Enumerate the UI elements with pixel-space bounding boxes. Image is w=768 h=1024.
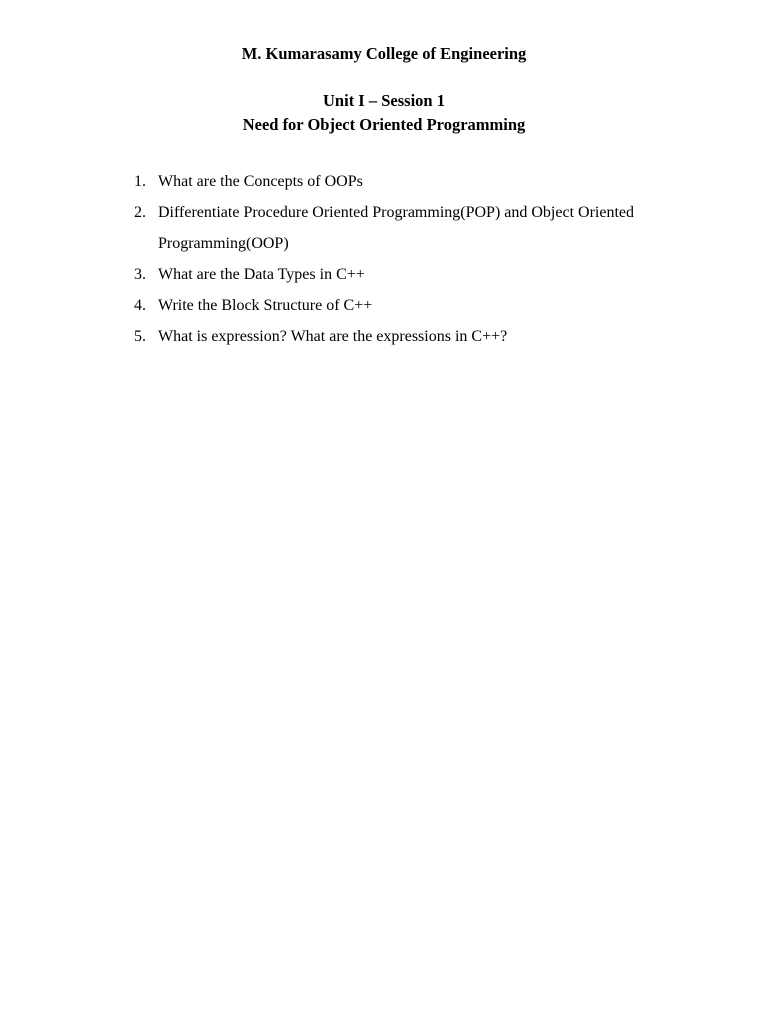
topic-title: Need for Object Oriented Programming — [242, 115, 526, 134]
question-number: 2. — [134, 204, 146, 221]
question-number: 5. — [134, 328, 146, 345]
question-number: 1. — [134, 173, 146, 190]
college-name: M. Kumarasamy College of Engineering — [241, 44, 527, 63]
question-text: Write the Block Structure of C++ — [158, 297, 373, 314]
unit-session-title: Unit I – Session 1 — [323, 91, 445, 110]
question-list — [134, 166, 654, 352]
question-number: 3. — [134, 266, 146, 283]
list-item — [134, 197, 654, 259]
list-item — [134, 259, 654, 290]
question-text: Differentiate Procedure Oriented Programming(POP) and Object Oriented Programming(OOP) — [158, 204, 634, 252]
question-text: What is expression? What are the expressions in C++? — [158, 328, 508, 345]
question-number: 4. — [134, 297, 146, 314]
list-item — [134, 321, 654, 352]
list-item — [134, 166, 654, 197]
question-text: What are the Concepts of OOPs — [158, 173, 363, 190]
question-text: What are the Data Types in C++ — [158, 266, 365, 283]
list-item — [134, 290, 654, 321]
